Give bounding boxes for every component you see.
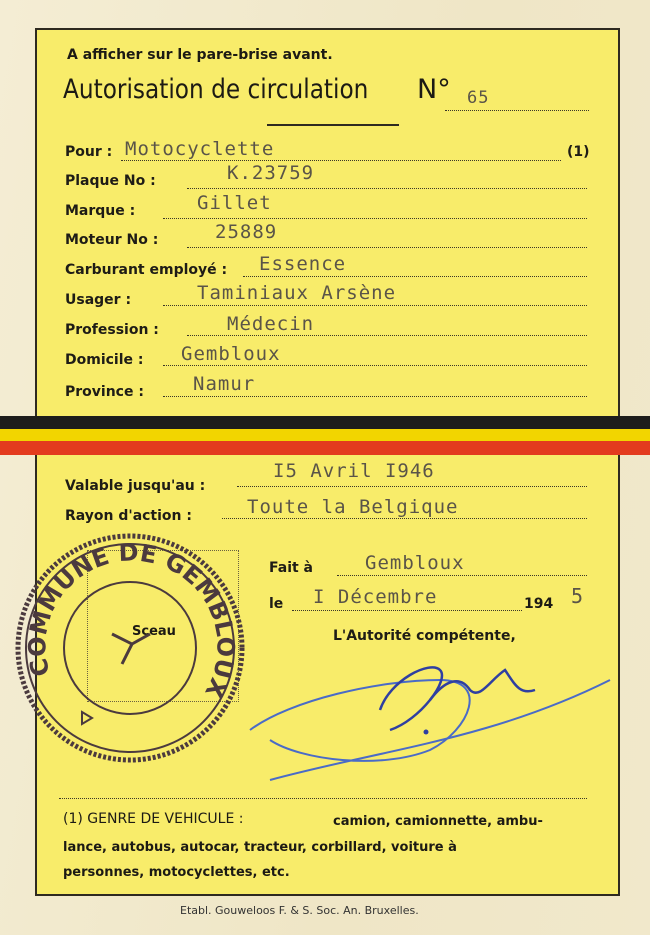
field-label-plaque: Plaque No : (65, 173, 156, 189)
field-line-profession (187, 335, 587, 336)
field-line-usager (163, 305, 587, 306)
field-value-plaque: K.23759 (227, 162, 315, 184)
field-value-moteur: 25889 (215, 221, 278, 243)
place-label: Fait à (269, 560, 314, 576)
seal-ring-text: COMMUNE DE GEMBLOUX (23, 538, 240, 703)
flag-stripe-black (0, 416, 650, 429)
footnote-line2: lance, autobus, autocar, tracteur, corbillard, voiture à (63, 840, 457, 855)
date-line (292, 610, 522, 611)
seal-triangle-mark (82, 712, 92, 724)
footnote-line3: personnes, motocyclettes, etc. (63, 865, 290, 880)
title-underline (267, 124, 399, 126)
field-label-carburant: Carburant employé : (65, 262, 228, 278)
field-label-province: Province : (65, 384, 144, 400)
printer-credit: Etabl. Gouweloos F. & S. Soc. An. Bruxelles. (180, 904, 419, 917)
field-line-moteur (187, 247, 587, 248)
field-line-pour (121, 160, 561, 161)
valid-until-label: Valable jusqu'au : (65, 478, 206, 494)
seal-emblem (112, 634, 150, 664)
field-label-domicile: Domicile : (65, 352, 144, 368)
field-line-province (163, 396, 587, 397)
field-label-usager: Usager : (65, 292, 132, 308)
field-value-marque: Gillet (197, 192, 272, 214)
field-value-domicile: Gembloux (181, 343, 281, 365)
field-label-pour: Pour : (65, 144, 113, 160)
range-value: Toute la Belgique (247, 496, 459, 518)
field-suffix-pour: (1) (567, 144, 590, 160)
place-value: Gembloux (365, 552, 465, 574)
valid-until-line (237, 486, 587, 487)
authority-signature (230, 640, 650, 820)
number-value: 65 (467, 88, 490, 108)
range-line (222, 518, 587, 519)
seal-label: Sceau (132, 624, 176, 639)
field-line-carburant (243, 276, 587, 277)
place-line (337, 575, 587, 576)
commune-seal-stamp (10, 524, 250, 764)
date-label: le (269, 596, 284, 612)
date-value: I Décembre (313, 586, 438, 608)
field-value-profession: Médecin (227, 313, 315, 335)
field-value-pour: Motocyclette (125, 138, 275, 160)
flag-stripe-red (0, 441, 650, 455)
number-label: N° (417, 74, 451, 105)
valid-until-value: I5 Avril I946 (273, 460, 435, 482)
footnote-line1: camion, camionnette, ambu- (333, 814, 543, 829)
field-label-marque: Marque : (65, 203, 136, 219)
year-prefix: 194 (524, 596, 554, 612)
field-value-province: Namur (193, 373, 256, 395)
field-value-carburant: Essence (259, 253, 347, 275)
header-note: A afficher sur le pare-brise avant. (67, 47, 333, 63)
authority-label: L'Autorité compétente, (333, 628, 516, 644)
range-label: Rayon d'action : (65, 508, 192, 524)
field-line-domicile (163, 365, 587, 366)
field-label-moteur: Moteur No : (65, 232, 159, 248)
field-line-plaque (187, 188, 587, 189)
footnote-lead: (1) GENRE DE VEHICULE : (63, 811, 244, 827)
flag-stripe-yellow (0, 429, 650, 441)
field-label-profession: Profession : (65, 322, 159, 338)
field-value-usager: Taminiaux Arsène (197, 282, 397, 304)
number-line (445, 110, 589, 111)
field-line-marque (163, 218, 587, 219)
year-digit: 5 (571, 584, 585, 608)
document-title: Autorisation de circulation (63, 74, 369, 105)
